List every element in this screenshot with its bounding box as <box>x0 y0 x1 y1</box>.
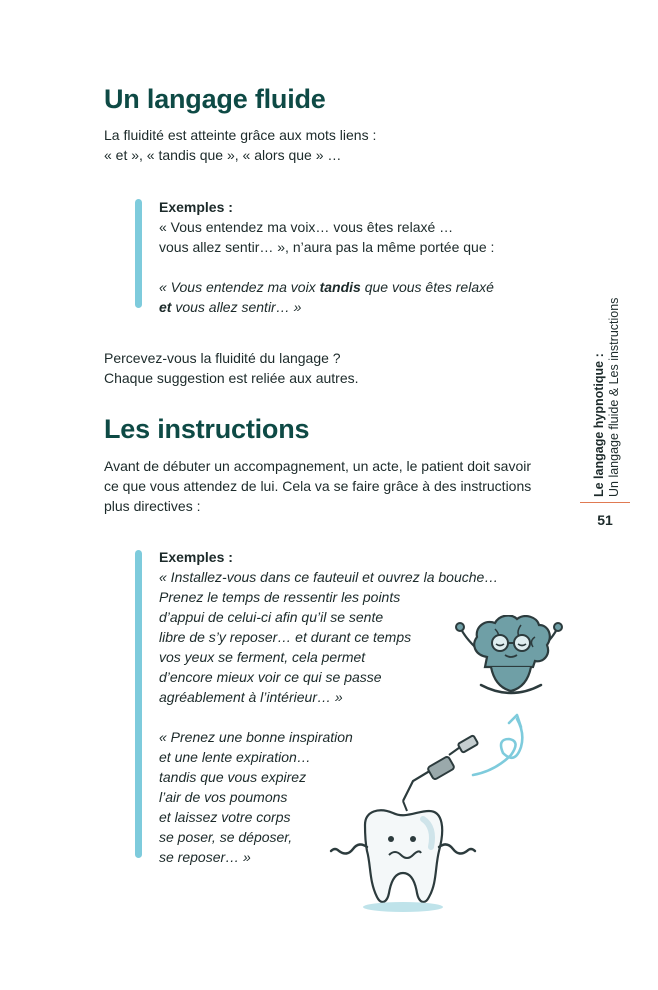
spacer <box>159 257 494 277</box>
section-title-instructions: Les instructions <box>104 414 310 444</box>
intro-line: plus directives : <box>104 498 201 514</box>
example-line: vous allez sentir… », n’aura pas la même portée que : <box>159 239 495 255</box>
quote-line: l’air de vos poumons <box>159 789 288 805</box>
intro-line: La fluidité est atteinte grâce aux mots liens : <box>104 127 377 143</box>
section-title-fluid-language: Un langage fluide <box>104 84 326 114</box>
example-box-fluid <box>159 197 494 317</box>
example-accent-bar <box>135 199 142 308</box>
emphasized-link-word: tandis <box>319 279 361 295</box>
outro-line: Percevez-vous la fluidité du langage ? <box>104 350 341 366</box>
quote-line: tandis que vous expirez <box>159 769 307 785</box>
example-heading: Exemples : <box>159 199 233 215</box>
quote-line: « Prenez une bonne inspiration <box>159 729 353 745</box>
intro-line: « et », « tandis que », « alors que » … <box>104 147 342 163</box>
quote-line: agréablement à l’intérieur… » <box>159 689 343 705</box>
curly-arrow-icon <box>473 715 522 775</box>
outro-line: Chaque suggestion est reliée aux autres. <box>104 370 359 386</box>
quote-line: se poser, se déposer, <box>159 829 293 845</box>
section1-intro <box>104 125 376 165</box>
quote-line: et une lente expiration… <box>159 749 311 765</box>
running-header <box>592 297 622 497</box>
section2-intro <box>104 456 531 516</box>
text-fragment: « Vous entendez ma voix <box>159 279 320 295</box>
text-fragment: vous allez sentir… » <box>171 299 302 315</box>
example-italic-line <box>159 297 494 317</box>
intro-line: ce que vous attendez de lui. Cela va se faire grâce à des instructions <box>104 478 532 494</box>
chapter-title: Le langage hypnotique : <box>592 353 606 497</box>
quote-line: libre de s’y reposer… et durant ce temps <box>159 629 412 645</box>
quote-line: se reposer… » <box>159 849 251 865</box>
tooth-with-dental-tool-icon <box>331 735 478 912</box>
quote-line: d’encore mieux voir ce qui se passe <box>159 669 382 685</box>
chapter-subtitle: Un langage fluide & Les instructions <box>607 297 621 497</box>
quote-line: et laissez votre corps <box>159 809 291 825</box>
example-accent-bar <box>135 550 142 858</box>
quote-line: vos yeux se ferment, cela permet <box>159 649 366 665</box>
quote-line: « Installez-vous dans ce fauteuil et ouvrez la bouche… <box>159 569 499 585</box>
header-rule <box>580 502 630 503</box>
emphasized-link-word: et <box>159 299 172 315</box>
quote-line: Prenez le temps de ressentir les points <box>159 589 401 605</box>
illustration <box>325 615 575 915</box>
example-heading: Exemples : <box>159 549 233 565</box>
quote-line: d’appui de celui-ci afin qu’il se sente <box>159 609 384 625</box>
meditating-brain-icon <box>456 616 562 693</box>
example-italic-line <box>159 277 494 297</box>
page-number: 51 <box>597 512 613 528</box>
example-line: « Vous entendez ma voix… vous êtes relaxé … <box>159 219 454 235</box>
text-fragment: que vous êtes relaxé <box>360 279 494 295</box>
intro-line: Avant de débuter un accompagnement, un acte, le patient doit savoir <box>104 458 532 474</box>
section1-outro <box>104 348 359 388</box>
